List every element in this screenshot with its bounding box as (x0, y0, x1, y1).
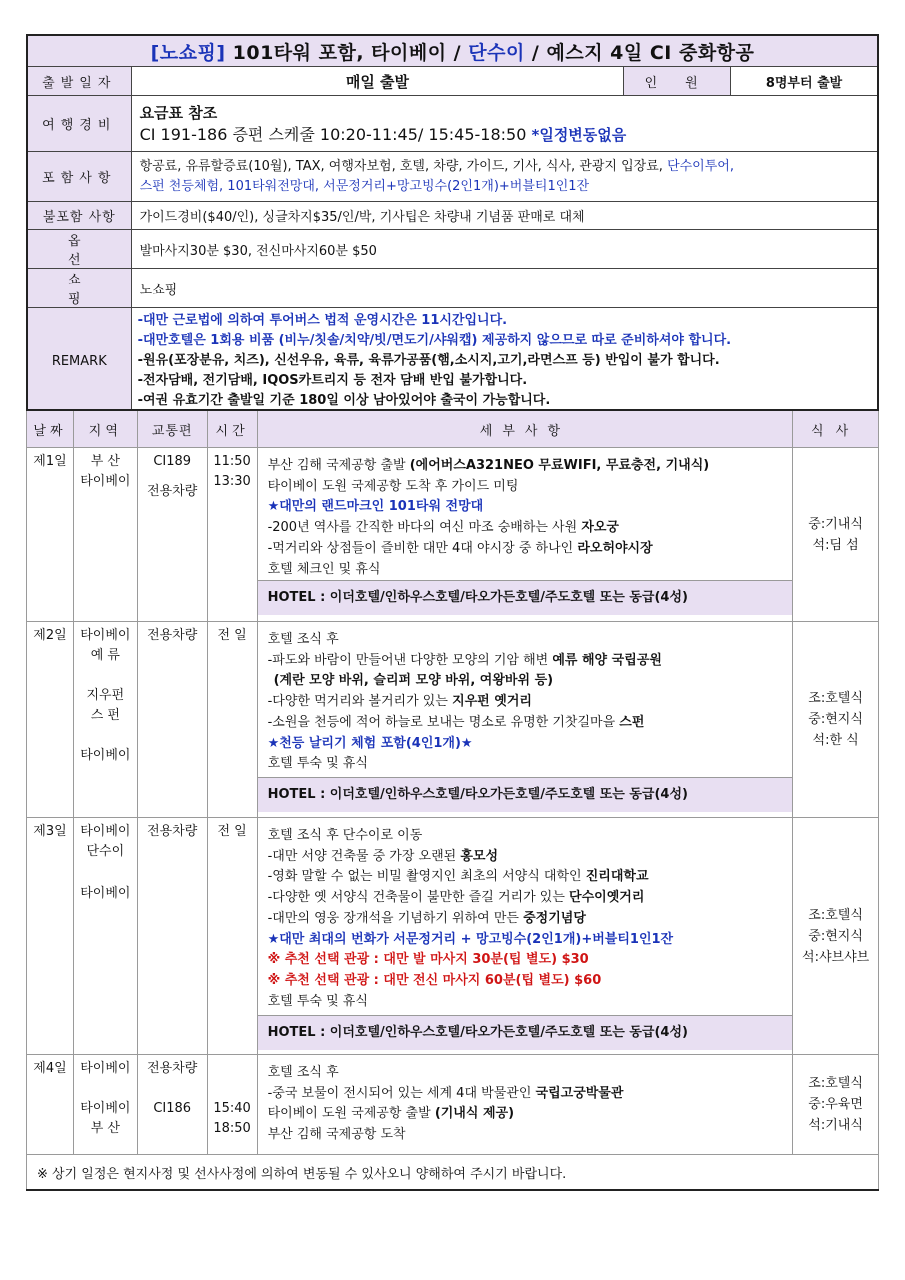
day-meals (793, 448, 879, 622)
detail-line (268, 713, 793, 734)
meal: 중:우육면 (808, 1097, 863, 1112)
detail-line (268, 539, 793, 560)
detail-text: -중국 보물이 전시되어 있는 세계 4대 박물관인 (267, 1085, 536, 1101)
detail-bold: 진리대학교 (585, 869, 649, 885)
footnote: ※ 상기 일정은 현지사정 및 선사사정에 의하여 변동될 수 있사오니 양해하여 주시기 바랍니다. (27, 1155, 879, 1191)
itinerary-table (26, 409, 879, 1191)
region: 스 펀 (90, 708, 120, 723)
cost-cell (131, 96, 878, 152)
shopping-value: 노쇼핑 (131, 269, 878, 308)
detail-line: 호텔 조식 후 단수이로 이동 (267, 828, 423, 843)
detail-bold: (에어버스A321NEO 무료WIFI, 무료충전, 기내식) (409, 458, 710, 473)
region: 타이베이 (80, 1061, 131, 1076)
detail-text: -200년 역사를 간직한 바다의 여신 마조 숭배하는 사원 (267, 520, 582, 536)
region: 타이베이 (80, 824, 131, 839)
flight-number: CI186 (153, 1101, 192, 1116)
day-time (207, 448, 257, 622)
meal: 조:호텔식 (808, 1076, 863, 1091)
remark-line: -원유(포장분유, 치즈), 신선우유, 육류, 육류가공품(햄,소시지,고기,라면스프 등) 반입이 불가 합니다. (137, 353, 720, 369)
col-transport: 교통편 (137, 410, 207, 448)
included-text: 항공료, 유류할증료(10월), TAX, 여행자보험, 호텔, 차량, 가이드, 기사, 식사, 관광지 입장료, (139, 158, 668, 174)
detail-line (268, 518, 793, 539)
detail-highlight: ★대만 최대의 번화가 서문정거리 + 망고빙수(2인1개)+버블티1인1잔 (267, 931, 674, 947)
day-number: 제4일 (27, 1055, 74, 1155)
flight-schedule: CI 191-186 증편 스케줄 10:20-11:45/ 15:45-18:50 (139, 124, 527, 144)
detail-line (268, 692, 793, 713)
meal: 중:현지식 (808, 928, 863, 944)
trip-info-table (26, 34, 879, 417)
meal: 석:한 식 (812, 733, 859, 748)
detail-line: 호텔 체크인 및 휴식 (267, 561, 381, 577)
itinerary-day-row (27, 1055, 879, 1155)
detail-line: 부산 김해 국제공항 도착 (267, 1127, 406, 1143)
remark-line: -전자담배, 전기담배, IQOS카트리지 등 전자 담배 반입 불가합니다. (137, 373, 528, 389)
detail-text: -대만 서양 건축물 중 가장 오랜된 (267, 848, 461, 864)
meal: 석:기내식 (808, 1118, 863, 1133)
detail-text: 타이베이 도원 국제공항 출발 (267, 1106, 435, 1122)
shopping-label: 쇼핑 (27, 269, 131, 308)
option-value: 발마사지30분 $30, 전신마사지60분 $50 (131, 230, 878, 269)
detail-bold: 국립고궁박물관 (535, 1085, 624, 1101)
hotel-info: HOTEL : 이더호텔/인하우스호텔/타오가든호텔/주도호텔 또는 동급(4성) (258, 580, 793, 615)
region: 예 류 (90, 648, 120, 663)
title-end: / 예스지 4일 CI 중화항공 (524, 41, 755, 64)
region: 타이베이 (80, 1101, 131, 1116)
meal: 조:호텔식 (808, 691, 863, 706)
detail-highlight: ★대만의 랜드마크인 101타워 전망대 (267, 499, 484, 515)
day-meals (793, 818, 879, 1055)
people-value: 8명부터 출발 (731, 67, 878, 96)
time: 11:50 (213, 454, 251, 469)
day-time (207, 1055, 257, 1155)
cost-line1: 요금표 참조 (139, 103, 218, 122)
detail-text: -다양한 옛 서양식 건축물이 불만한 즐길 거리가 있는 (267, 890, 570, 906)
meal: 석:딤 섬 (812, 537, 859, 553)
detail-line: 호텔 투숙 및 휴식 (267, 993, 368, 1009)
region: 부 산 (90, 454, 120, 469)
itinerary-day-row (27, 818, 879, 1055)
day-details (257, 448, 793, 622)
detail-line: 호텔 조식 후 (267, 1065, 339, 1080)
option-label: 옵선 (27, 230, 131, 269)
remark-line: -여권 유효기간 출발일 기준 180일 이상 남아있어야 출국이 가능합니다. (137, 393, 551, 409)
hotel-info: HOTEL : 이더호텔/인하우스호텔/타오가든호텔/주도호텔 또는 동급(4성) (258, 777, 793, 812)
region: 타이베이 (80, 628, 131, 643)
col-details: 세부사항 (257, 410, 793, 448)
day-number: 제2일 (27, 622, 74, 818)
departure-label: 출발일자 (27, 67, 131, 96)
included-line2: 스펀 천등체험, 101타워전망대, 서문정거리+망고빙수(2인1개)+버블티1인1잔 (139, 178, 590, 194)
day-meals (793, 1055, 879, 1155)
day-details (257, 1055, 793, 1155)
detail-line: 호텔 투숙 및 휴식 (267, 756, 368, 772)
detail-bold: 단수이옛거리 (569, 890, 645, 906)
included-danshui: 단수이투어, (667, 158, 734, 174)
included-cell (131, 152, 878, 202)
optional-tour-body: ※ 추천 선택 관광 : 대만 전신 마사지 60분(팁 별도) $60 (267, 972, 602, 988)
detail-bold: (기내식 제공) (434, 1106, 515, 1122)
schedule-note: *일정변동없음 (531, 125, 627, 144)
col-date: 날짜 (27, 410, 74, 448)
excluded-value: 가이드경비($40/인), 싱글차지$35/인/박, 기사팁은 차량내 기념품 판매로 대체 (131, 202, 878, 230)
flight-number: CI189 (153, 454, 192, 469)
detail-line (268, 456, 793, 477)
region: 타이베이 (80, 886, 131, 901)
time: 13:30 (213, 474, 251, 489)
time: 15:40 (213, 1101, 251, 1116)
detail-bold: 자오궁 (581, 520, 619, 536)
detail-line: (계란 모양 바위, 슬리퍼 모양 바위, 여왕바위 등) (273, 673, 554, 689)
col-time: 시간 (207, 410, 257, 448)
detail-text: 부산 김해 국제공항 출발 (267, 458, 410, 473)
itinerary-day-row (27, 622, 879, 818)
time: 18:50 (213, 1121, 251, 1136)
region: 단수이 (86, 844, 125, 859)
region: 부 산 (90, 1121, 120, 1136)
detail-bold: 스펀 (619, 714, 645, 730)
detail-line: 타이베이 도원 국제공항 도착 후 가이드 미팅 (267, 478, 519, 494)
itinerary-day-row (27, 448, 879, 622)
detail-text: -먹거리와 상점들이 즐비한 대만 4대 야시장 중 하나인 (267, 540, 578, 556)
hotel-info: HOTEL : 이더호텔/인하우스호텔/타오가든호텔/주도호텔 또는 동급(4성) (258, 1015, 793, 1050)
day-region (73, 448, 137, 622)
detail-line (268, 651, 793, 672)
optional-tour-foot: ※ 추천 선택 관광 : 대만 발 마사지 30분(팁 별도) $30 (267, 952, 589, 968)
meal: 중:현지식 (808, 712, 863, 727)
day-number: 제1일 (27, 448, 74, 622)
excluded-label: 불포함 사항 (27, 202, 131, 230)
detail-line (268, 888, 793, 909)
day-transport (137, 1055, 207, 1155)
detail-line: 호텔 조식 후 (267, 632, 339, 647)
included-label: 포함사항 (27, 152, 131, 202)
region: 지우펀 (86, 688, 125, 703)
day-transport: 전용차량 (137, 622, 207, 818)
detail-bold: 예류 해양 국립공원 (552, 652, 662, 668)
day-time: 전 일 (207, 622, 257, 818)
title-no-shopping: [노쇼핑] (150, 41, 226, 64)
people-label: 인원 (624, 67, 731, 96)
day-region (73, 1055, 137, 1155)
vehicle: 전용차량 (147, 1061, 198, 1076)
day-time: 전 일 (207, 818, 257, 1055)
day-details (257, 818, 793, 1055)
remark-label: REMARK (27, 308, 131, 416)
remark-line: -대만 근로법에 의하여 투어버스 법적 운영시간은 11시간입니다. (137, 313, 508, 329)
detail-line (268, 1104, 793, 1125)
meal: 중:기내식 (808, 516, 863, 532)
cost-line2 (140, 124, 869, 146)
detail-text: -영화 말할 수 없는 비밀 촬영지인 최초의 서양식 대학인 (267, 869, 586, 885)
detail-bold: 중정기념당 (523, 910, 586, 926)
departure-value: 매일 출발 (131, 67, 624, 96)
detail-text: -대만의 영웅 장개석을 기념하기 위하여 만든 (267, 910, 524, 926)
detail-text: -소원을 천등에 적어 하늘로 보내는 명소로 유명한 기찻길마을 (267, 714, 620, 730)
col-meals: 식사 (793, 410, 879, 448)
detail-bold: 홍모성 (460, 848, 499, 864)
detail-highlight: ★천등 날리기 체험 포함(4인1개)★ (267, 735, 473, 751)
detail-text: -파도와 바람이 만들어낸 다양한 모양의 기암 해변 (267, 652, 553, 668)
detail-bold: 지우펀 옛거리 (452, 694, 532, 710)
detail-line (268, 867, 793, 888)
remark-line: -대만호텔은 1회용 비품 (비누/칫솔/치약/빗/면도기/샤워캡) 제공하지 않으므로 따로 준비하셔야 합니다. (137, 333, 732, 349)
detail-bold: 라오허야시장 (577, 540, 653, 556)
page-title (27, 35, 878, 67)
meal: 조:호텔식 (808, 907, 863, 923)
day-meals (793, 622, 879, 818)
title-danshui: 단수이 (468, 41, 525, 64)
detail-line (268, 1084, 793, 1105)
vehicle: 전용차량 (147, 484, 198, 499)
detail-line (268, 847, 793, 868)
title-middle: 101타워 포함, 타이베이 / (225, 41, 469, 64)
detail-text: -다양한 먹거리와 볼거리가 있는 (267, 694, 453, 710)
day-region (73, 818, 137, 1055)
meal: 석:샤브샤브 (802, 949, 870, 965)
region: 타이베이 (80, 474, 131, 489)
day-transport (137, 448, 207, 622)
day-region (73, 622, 137, 818)
day-transport: 전용차량 (137, 818, 207, 1055)
col-region: 지역 (73, 410, 137, 448)
day-details (257, 622, 793, 818)
region: 타이베이 (80, 748, 131, 763)
included-line1 (140, 157, 869, 177)
remark-cell (131, 308, 878, 416)
detail-line (268, 909, 793, 930)
day-number: 제3일 (27, 818, 74, 1055)
cost-label: 여행경비 (27, 96, 131, 152)
